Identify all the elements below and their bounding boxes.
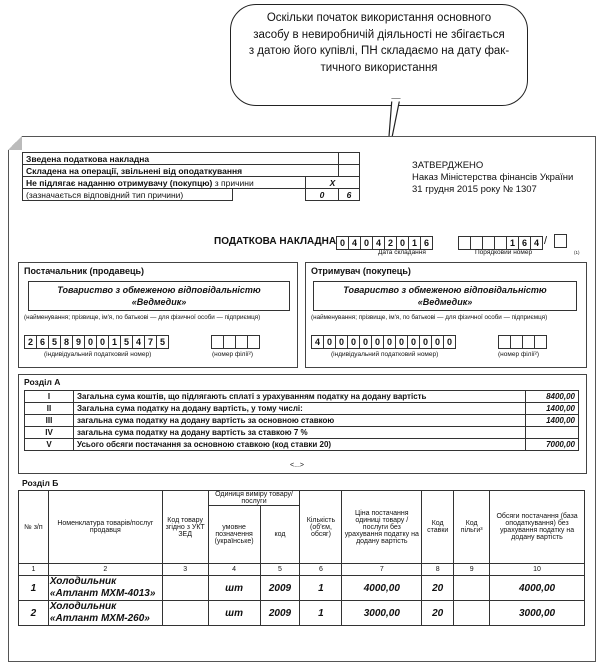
section-a-row [25, 427, 579, 439]
supplier-tax-digit-cell: 1 [108, 335, 120, 349]
section-a-row [25, 391, 579, 403]
col-header-num: № з/п [19, 491, 49, 564]
page-fold [8, 136, 22, 150]
section-a-table [24, 390, 579, 451]
date-digit-cell: 4 [348, 236, 360, 250]
section-a-value[interactable] [526, 427, 579, 439]
goods-unit-code[interactable]: 2009 [260, 576, 300, 601]
supplier-tax-label: (індивідуальний податковий номер) [44, 351, 152, 358]
goods-num: 1 [19, 576, 49, 601]
col-number: 9 [454, 564, 490, 576]
section-a-label: Загальна сума коштів, що підлягають сплаті з урахуванням податку на додану вартість [74, 391, 526, 403]
col-number: 2 [48, 564, 162, 576]
goods-row [19, 576, 585, 601]
buyer-tax-label: (індивідуальний податковий номер) [331, 351, 439, 358]
section-a-num: IV [25, 427, 74, 439]
goods-total[interactable]: 4000,00 [490, 576, 585, 601]
date-digit-cell: 0 [336, 236, 348, 250]
approval-line: ЗАТВЕРДЖЕНО [412, 160, 484, 171]
date-digit-cell: 6 [420, 236, 432, 250]
buyer-heading: Отримувач (покупець) [311, 266, 411, 276]
number-digit-cell: 6 [518, 236, 530, 250]
supplier-heading: Постачальник (продавець) [24, 266, 145, 276]
col-number: 3 [162, 564, 208, 576]
buyer-name-field[interactable] [313, 281, 577, 311]
date-digit-cell: 0 [360, 236, 372, 250]
number-digit-cell [458, 236, 470, 250]
callout-line: тичного використання [320, 61, 438, 74]
goods-qty[interactable]: 1 [300, 576, 342, 601]
number-digit-cell: 4 [530, 236, 542, 250]
section-a-row [25, 415, 579, 427]
approval-line: Наказ Міністерства фінансів України [412, 172, 574, 183]
section-a-row [25, 439, 579, 451]
reason-type-label: (зазначається відповідний тип причини) [23, 189, 233, 201]
col-header-rate: Код ставки [422, 491, 454, 564]
goods-qty[interactable]: 1 [300, 601, 342, 626]
goods-code[interactable] [162, 576, 208, 601]
col-number: 8 [422, 564, 454, 576]
date-digit-cell: 2 [384, 236, 396, 250]
buyer-name-line: «Ведмедик» [417, 297, 473, 307]
buyer-branch-label: (номер філії²) [498, 351, 540, 358]
exempt-checkbox[interactable] [339, 165, 360, 177]
consolidated-checkbox[interactable] [339, 153, 360, 165]
number-digit-cell [482, 236, 494, 250]
section-a-label: загальна сума податку на додану вартість за основною ставкою [74, 415, 526, 427]
supplier-tax-digit-cell: 0 [96, 335, 108, 349]
col-header-unit-name: умовне позначення (українське) [208, 506, 260, 564]
buyer-tax-digit-cell: 0 [419, 335, 431, 349]
supplier-tax-digit-cell: 4 [132, 335, 144, 349]
section-a-num: I [25, 391, 74, 403]
goods-price[interactable]: 4000,00 [342, 576, 422, 601]
date-digit-cell: 1 [408, 236, 420, 250]
buyer-tax-digit-cell: 0 [347, 335, 359, 349]
buyer-tax-digit-cell: 0 [359, 335, 371, 349]
reason-code-2[interactable]: 6 [339, 189, 360, 201]
col-number: 5 [260, 564, 300, 576]
goods-name[interactable] [48, 601, 162, 626]
supplier-branch-label: (номер філії²) [212, 351, 254, 358]
supplier-tax-digit-cell: 5 [48, 335, 60, 349]
goods-benefit[interactable] [454, 576, 490, 601]
supplier-name-hint: (найменування; прізвище, ім'я, по батькові — для фізичної особи — підприємця) [24, 314, 261, 321]
number-digit-cell [494, 236, 506, 250]
supplier-branch-field[interactable] [211, 333, 260, 351]
supplier-tax-digit-cell: 0 [84, 335, 96, 349]
number-slash: / [544, 235, 548, 247]
goods-name-line: «Атлант МХМ-260» [49, 613, 150, 624]
callout-line: засобу в невиробничій діяльності не збігається [253, 28, 505, 41]
date-digit-cell: 4 [372, 236, 384, 250]
section-a-num: V [25, 439, 74, 451]
section-a-title: Розділ А [24, 377, 61, 387]
approval-stamp [412, 160, 573, 196]
callout-line: з датою його купівлі, ПН складаємо на дату фак- [248, 45, 510, 57]
goods-name-line: Холодильник [49, 576, 117, 587]
goods-price[interactable]: 3000,00 [342, 601, 422, 626]
number-digit-cell: 1 [506, 236, 518, 250]
date-digit-cell: 0 [396, 236, 408, 250]
buyer-tax-digit-cell: 0 [323, 335, 335, 349]
col-header-price: Ціна постачання одиниці товару / послуги без урахування податку на додану вартість [342, 491, 422, 564]
supplier-tax-number-field[interactable] [24, 333, 169, 351]
goods-unit[interactable]: шт [208, 576, 260, 601]
col-header-name: Номенклатура товарів/послуг продавця [48, 491, 162, 564]
supplier-name-line: Товариство з обмеженою відповідальністю [57, 285, 261, 295]
section-a-num: III [25, 415, 74, 427]
section-a-label: загальна сума податку на додану вартість за ставкою 7 % [74, 427, 526, 439]
col-header-total: Обсяги постачання (база оподаткування) без урахування податку на додану вартість [490, 491, 585, 564]
goods-benefit[interactable] [454, 601, 490, 626]
not-provided-label: Не підлягає наданню отримувачу (покупцю) з причини [23, 177, 306, 189]
supplier-tax-digit-cell: 5 [156, 335, 168, 349]
col-header-benefit: Код пільги³ [454, 491, 490, 564]
section-a-label: Усього обсяги постачання за основною ставкою (код ставки 20) [74, 439, 526, 451]
goods-rate[interactable]: 20 [422, 576, 454, 601]
callout-line: Оскільки початок використання основного [266, 12, 492, 24]
buyer-name-hint: (найменування; прізвище, ім'я, по батькові — для фізичної особи — підприємця) [311, 314, 548, 321]
buyer-tax-digit-cell: 0 [431, 335, 443, 349]
buyer-tax-number-field[interactable] [311, 333, 456, 351]
callout-text [240, 10, 518, 76]
col-header-unit-code: код [260, 506, 300, 564]
supplier-name-line: «Ведмедик» [131, 297, 187, 307]
supplier-tax-digit-cell: 6 [36, 335, 48, 349]
col-number: 4 [208, 564, 260, 576]
section-a-value[interactable]: 1400,00 [526, 403, 579, 415]
supplier-tax-digit-cell: 9 [72, 335, 84, 349]
invoice-type-table [22, 152, 360, 201]
goods-total[interactable]: 3000,00 [490, 601, 585, 626]
col-number: 10 [490, 564, 585, 576]
section-a-label: Загальна сума податку на додану вартість, у тому числі: [74, 403, 526, 415]
buyer-tax-digit-cell: 0 [407, 335, 419, 349]
section-a-value[interactable]: 8400,00 [526, 391, 579, 403]
section-b-title: Розділ Б [22, 478, 59, 488]
buyer-tax-digit-cell: 0 [335, 335, 347, 349]
approval-line: 31 грудня 2015 року № 1307 [412, 184, 537, 195]
goods-name-line: «Атлант МХМ-4013» [49, 588, 156, 599]
goods-unit-code[interactable]: 2009 [260, 601, 300, 626]
col-header-unit-group: Одиниця виміру товару/ послуги [208, 491, 300, 506]
date-label: Дата складання [378, 249, 426, 256]
supplier-name-field[interactable] [28, 281, 290, 311]
supplier-tax-digit-cell: 5 [120, 335, 132, 349]
footnote-mark: (1) [574, 250, 580, 255]
section-a-value[interactable]: 7000,00 [526, 439, 579, 451]
goods-name[interactable] [48, 576, 162, 601]
number-digit-cell [470, 236, 482, 250]
not-provided-checkbox[interactable]: X [306, 177, 360, 189]
buyer-branch-field[interactable] [498, 333, 547, 351]
number-suffix-field[interactable] [554, 234, 567, 248]
goods-name-line: Холодильник [49, 601, 117, 612]
goods-code[interactable] [162, 601, 208, 626]
buyer-tax-digit-cell: 0 [371, 335, 383, 349]
buyer-name-line: Товариство з обмеженою відповідальністю [343, 285, 547, 295]
col-header-qty: Кількість (об'єм, обсяг) [300, 491, 342, 564]
supplier-tax-digit-cell: 2 [24, 335, 36, 349]
section-a-ellipsis: <...> [290, 462, 305, 469]
buyer-tax-digit-cell: 4 [311, 335, 323, 349]
reason-code-1[interactable]: 0 [306, 189, 339, 201]
buyer-tax-digit-cell: 0 [395, 335, 407, 349]
col-number: 7 [342, 564, 422, 576]
goods-rate[interactable]: 20 [422, 601, 454, 626]
section-a-num: II [25, 403, 74, 415]
supplier-tax-digit-cell: 7 [144, 335, 156, 349]
col-number: 1 [19, 564, 49, 576]
buyer-tax-digit-cell: 0 [383, 335, 395, 349]
col-number: 6 [300, 564, 342, 576]
section-b-table [18, 490, 585, 626]
number-label: Порядковий номер [475, 249, 533, 256]
supplier-tax-digit-cell: 8 [60, 335, 72, 349]
consolidated-invoice-label: Зведена податкова накладна [23, 153, 339, 165]
goods-row [19, 601, 585, 626]
buyer-tax-digit-cell: 0 [443, 335, 455, 349]
goods-num: 2 [19, 601, 49, 626]
invoice-title: ПОДАТКОВА НАКЛАДНА [214, 236, 337, 247]
col-header-code: Код товару згідно з УКТ ЗЕД [162, 491, 208, 564]
section-a-value[interactable]: 1400,00 [526, 415, 579, 427]
goods-unit[interactable]: шт [208, 601, 260, 626]
exempt-operations-label: Складена на операції, звільнені від оподаткування [23, 165, 339, 177]
section-a-row [25, 403, 579, 415]
